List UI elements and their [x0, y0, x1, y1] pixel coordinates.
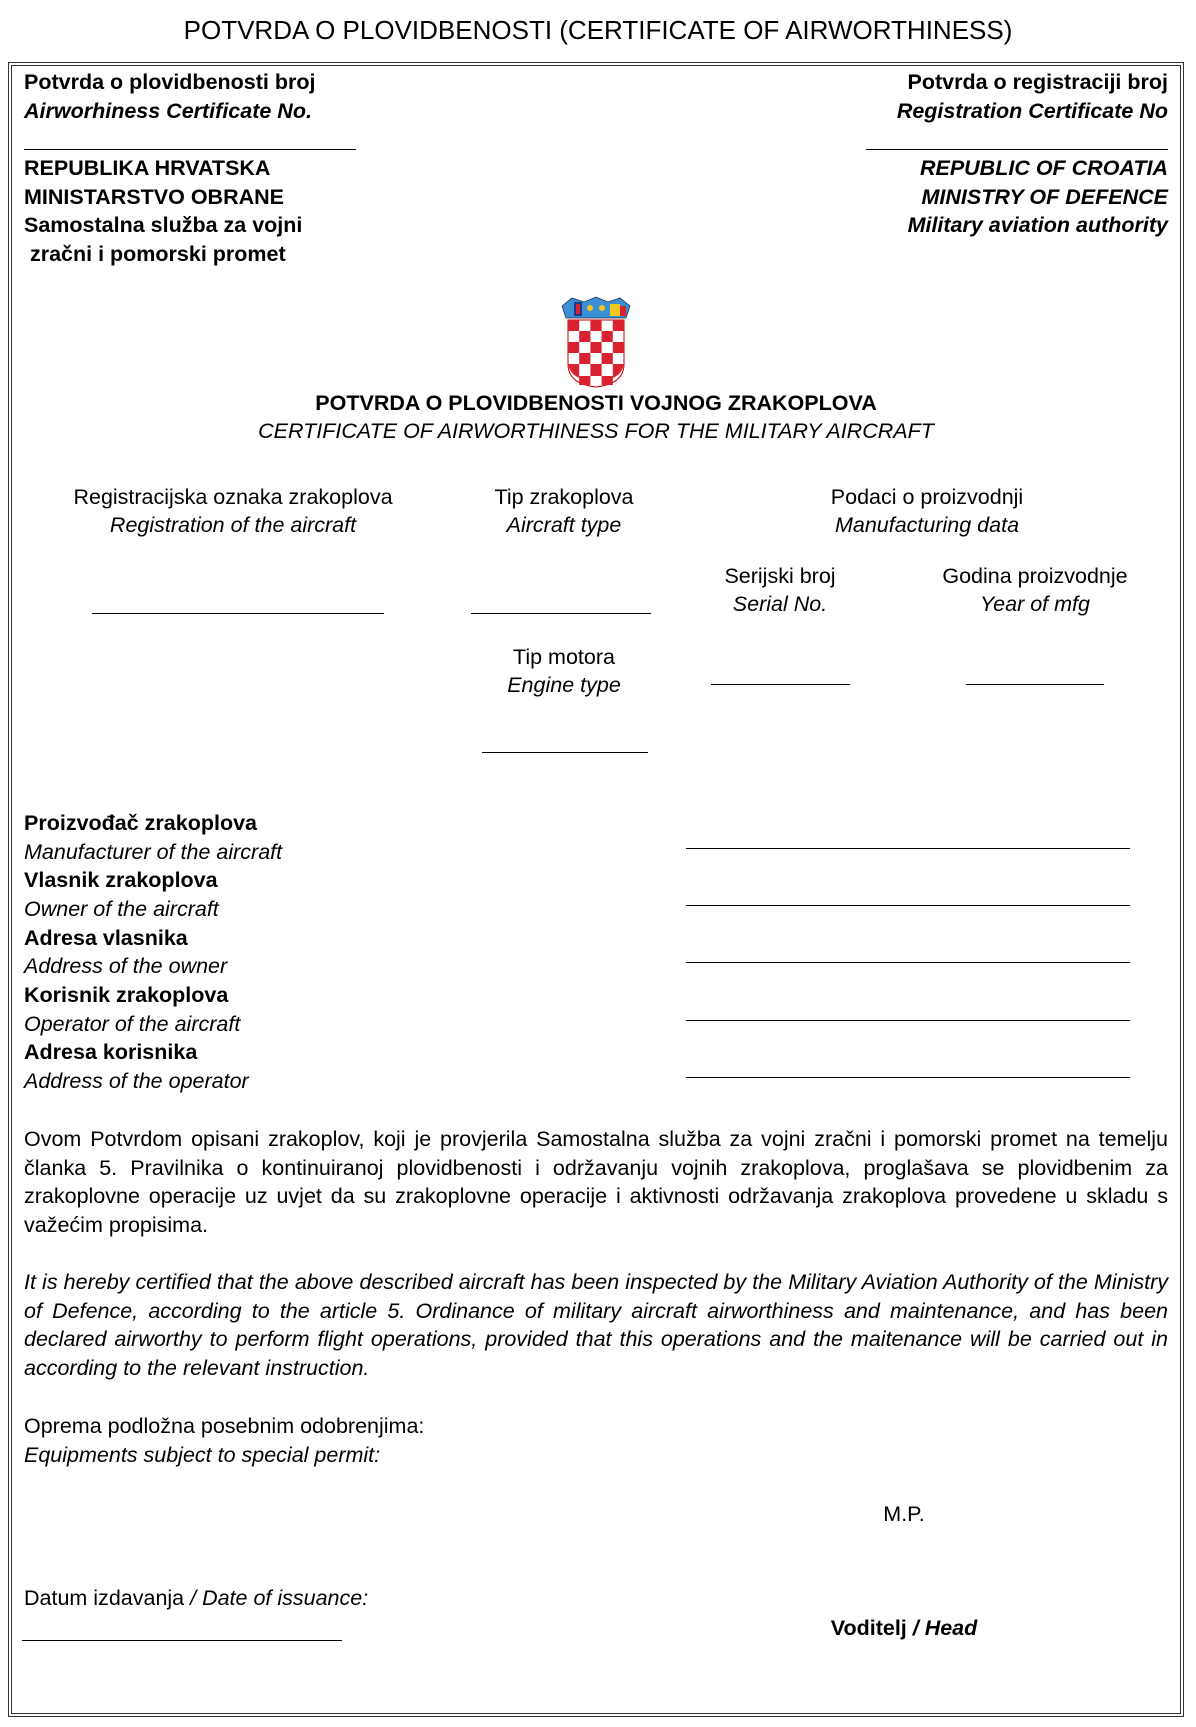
cert-number-field[interactable]: [24, 149, 356, 150]
equipment-label-hr: Oprema podložna posebnim odobrenjima:: [24, 1414, 425, 1438]
aircraft-type-label-hr: Tip zrakoplova: [494, 485, 634, 509]
statement-en: It is hereby certified that the above described aircraft has been inspected by the Military Aviation Authority of the Ministry of Defence, according to the article 5. Ordinance of military aircraft airworthiness and maintenance, and has been declared airworthy to perform flight operations, provided that this operations and the maitenance will be carried out in according to the relevant instruction.: [24, 1270, 1168, 1380]
ministry-hr: MINISTARSTVO OBRANE: [24, 185, 284, 209]
reg-number-field[interactable]: [866, 149, 1168, 150]
statement-hr: Ovom Potvrdom opisani zrakoplov, koji je provjerila Samostalna služba za vojni zračni i pomorski promet na temelju članka 5. Pravilnika o kontinuiranoj plovidbenosti i održavanju vojnih zrakoplova, proglašava se plovidbenim za zrakoplovne operacije uz uvjet da su zrakoplovne operacije i aktivnosti održavanja zrakoplova provedene u skladu s važećim propisima.: [24, 1127, 1168, 1237]
manufacturer-field[interactable]: [686, 848, 1130, 849]
owner-address-field[interactable]: [686, 962, 1130, 963]
country-en: REPUBLIC OF CROATIA: [919, 156, 1168, 180]
registration-label-en: Registration of the aircraft: [109, 513, 357, 537]
owner-label-hr: Vlasnik zrakoplova: [24, 868, 218, 892]
operator-address-label-hr: Adresa korisnika: [24, 1040, 198, 1064]
registration-label-hr: Registracijska oznaka zrakoplova: [73, 485, 393, 509]
date-of-issuance-field[interactable]: [22, 1640, 342, 1641]
operator-label-en: Operator of the aircraft: [24, 1012, 241, 1036]
year-field[interactable]: [966, 684, 1104, 685]
manufacturing-label-en: Manufacturing data: [834, 513, 1020, 537]
engine-type-field[interactable]: [482, 752, 648, 753]
manufacturing-label-hr: Podaci o proizvodnji: [830, 485, 1024, 509]
manufacturer-label-en: Manufacturer of the aircraft: [24, 840, 283, 864]
coat-of-arms-icon: [560, 296, 632, 388]
year-label-hr: Godina proizvodnje: [942, 564, 1128, 588]
owner-label-en: Owner of the aircraft: [24, 897, 219, 921]
authority-en: Military aviation authority: [907, 213, 1168, 237]
operator-label-hr: Korisnik zrakoplova: [24, 983, 229, 1007]
owner-address-label-hr: Adresa vlasnika: [24, 926, 188, 950]
document-title-en: CERTIFICATE OF AIRWORTHINESS FOR THE MILITARY AIRCRAFT: [258, 419, 934, 443]
serial-field[interactable]: [711, 684, 850, 685]
year-label-en: Year of mfg: [980, 592, 1090, 616]
engine-type-label-hr: Tip motora: [513, 645, 615, 669]
serial-label-hr: Serijski broj: [724, 564, 836, 588]
owner-address-label-en: Address of the owner: [24, 954, 228, 978]
aircraft-type-field[interactable]: [471, 613, 651, 614]
ministry-en: MINISTRY OF DEFENCE: [921, 185, 1168, 209]
signer-label-hr: Voditelj: [830, 1616, 913, 1640]
serial-label-en: Serial No.: [732, 592, 828, 616]
authority-hr-1: Samostalna služba za vojni: [24, 213, 303, 237]
page-title: POTVRDA O PLOVIDBENOSTI (CERTIFICATE OF AIRWORTHINESS): [183, 15, 1013, 45]
operator-field[interactable]: [686, 1020, 1130, 1021]
seal-placeholder: M.P.: [883, 1502, 925, 1526]
equipment-label-en: Equipments subject to special permit:: [24, 1443, 381, 1467]
date-label-en: / Date of issuance:: [190, 1586, 369, 1610]
reg-number-label-en: Registration Certificate No: [896, 99, 1168, 123]
document-title-hr: POTVRDA O PLOVIDBENOSTI VOJNOG ZRAKOPLOVA: [315, 391, 877, 415]
cert-number-label-hr: Potvrda o plovidbenosti broj: [24, 70, 316, 94]
aircraft-type-label-en: Aircraft type: [506, 513, 622, 537]
operator-address-label-en: Address of the operator: [24, 1069, 249, 1093]
country-hr: REPUBLIKA HRVATSKA: [24, 156, 271, 180]
owner-field[interactable]: [686, 905, 1130, 906]
date-of-issuance-label: [24, 1584, 368, 1613]
signer-label-en: / Head: [912, 1616, 978, 1640]
authority-hr-2: zračni i pomorski promet: [24, 242, 286, 266]
operator-address-field[interactable]: [686, 1077, 1130, 1078]
registration-field[interactable]: [92, 613, 384, 614]
engine-type-label-en: Engine type: [507, 673, 621, 697]
signer-label: [831, 1614, 978, 1643]
reg-number-label-hr: Potvrda o registraciji broj: [907, 70, 1168, 94]
manufacturer-label-hr: Proizvođač zrakoplova: [24, 811, 257, 835]
date-label-hr: Datum izdavanja: [24, 1586, 191, 1610]
cert-number-label-en: Airworhiness Certificate No.: [24, 99, 312, 123]
